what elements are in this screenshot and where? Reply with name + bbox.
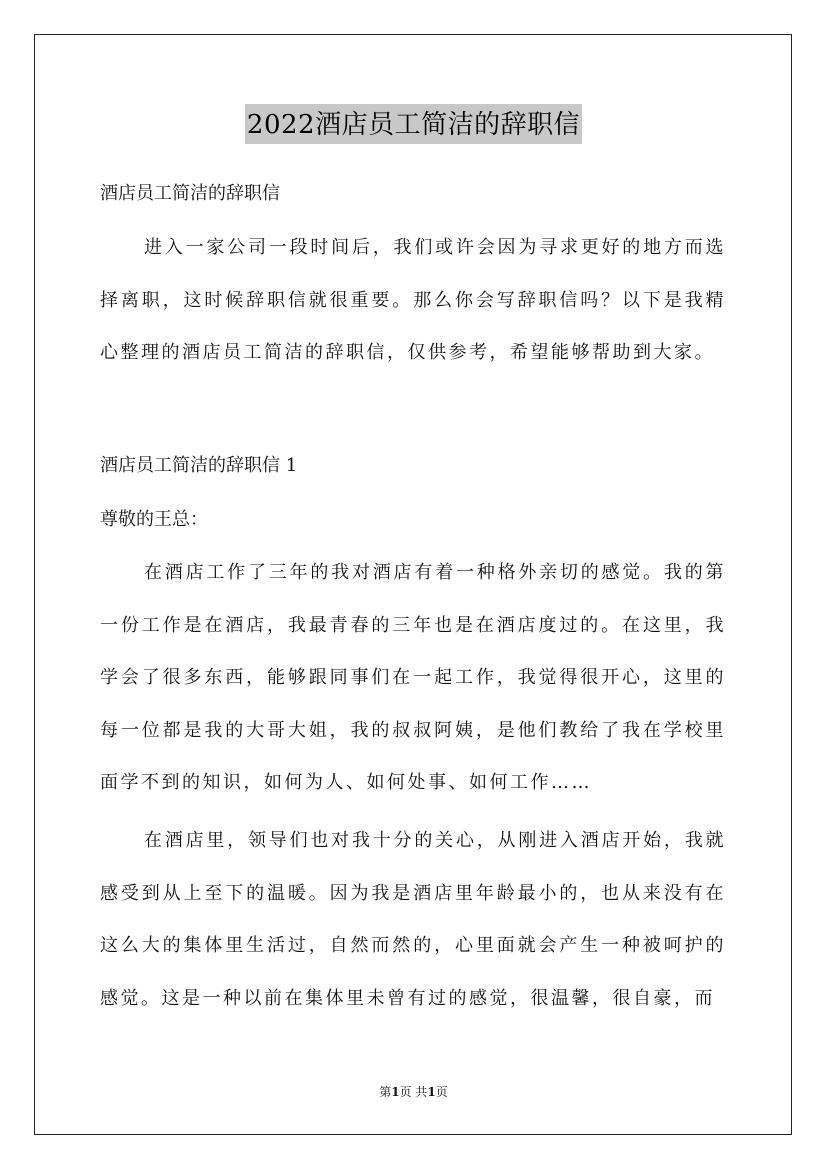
intro-paragraph: 进入一家公司一段时间后，我们或许会因为寻求更好的地方而选择离职，这时候辞职信就很重要。那么你会写辞职信吗？以下是我精心整理的酒店员工简洁的辞职信，仅供参考，希望能够帮助到大家。 <box>100 237 726 364</box>
body-paragraph-2: 在酒店里，领导们也对我十分的关心，从刚进入酒店开始，我就感受到从上至下的温暖。因为我是酒店里年龄最小的，也从来没有在这么大的集体里生活过，自然而然的，心里面就会产生一种被呵护的感觉。这是一种以前在集体里未曾有过的感觉，很温馨，很自豪，而 <box>100 830 726 1009</box>
footer-page-mid: 页 共 <box>399 1085 428 1099</box>
footer-page-total: 1 <box>427 1085 436 1099</box>
page-footer <box>0 1083 827 1101</box>
salutation: 尊敬的王总： <box>100 509 208 530</box>
body-paragraph-1: 在酒店工作了三年的我对酒店有着一种格外亲切的感觉。我的第一份工作是在酒店，我最青春的三年也是在酒店度过的。在这里，我学会了很多东西，能够跟同事们在一起工作，我觉得很开心，这里的每一位都是我的大哥大姐，我的叔叔阿姨，是他们教给了我在学校里面学不到的知识，如何为人、如何处事、如何工作…… <box>100 562 726 794</box>
footer-page-prefix: 第 <box>379 1085 392 1099</box>
document-subtitle: 酒店员工简洁的辞职信 <box>100 183 280 204</box>
document-title-container <box>0 104 827 144</box>
section-heading: 酒店员工简洁的辞职信 1 <box>100 455 298 476</box>
footer-page-current: 1 <box>391 1085 400 1099</box>
footer-page-suffix: 页 <box>435 1085 448 1099</box>
document-title: 2022酒店员工简洁的辞职信 <box>245 104 582 144</box>
